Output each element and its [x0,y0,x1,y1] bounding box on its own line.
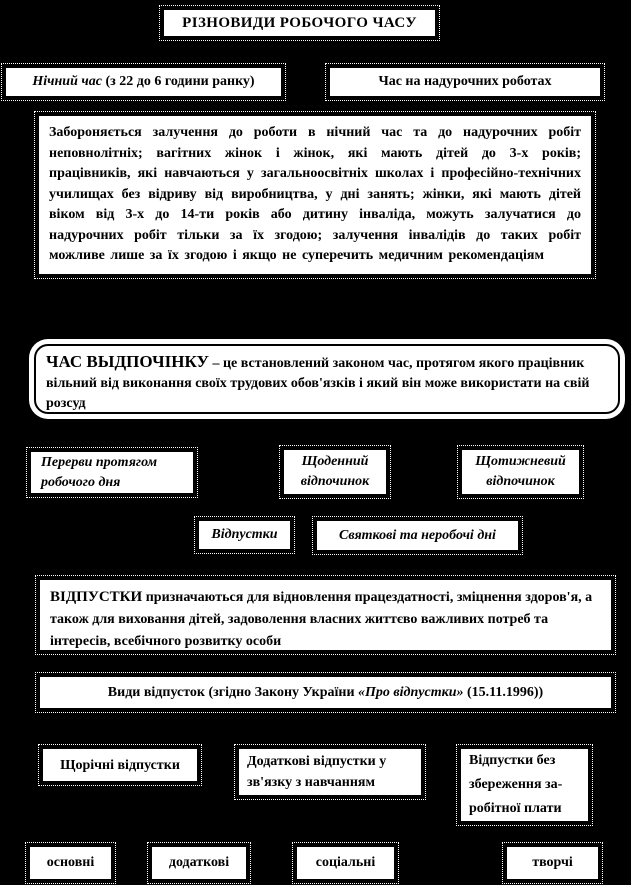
weekly-rest-label: Щотижневий відпочинок [475,454,566,489]
weekly-rest-box [460,448,581,496]
daily-rest-box [282,448,388,496]
basic-vacations-label: основні [46,855,95,870]
overtime-box [328,66,602,98]
social-vacations-label: соціальні [315,855,376,870]
vacation-kinds-law-box [38,675,613,710]
vacations-definition-box [38,578,613,652]
rest-time-heading: ЧАС ВЫДПОЧІНКУ [46,352,209,371]
annual-vacations-box [41,747,199,783]
unpaid-vacations-box [459,747,590,823]
holidays-label: Святкові та неробочі дні [339,527,496,543]
creative-vacations-box [505,845,600,881]
unpaid-vacations-label: Відпустки без збереження за-робітної плати [469,753,563,816]
breaks-during-day-label: Перерви протягом робочого дня [41,454,158,490]
annual-vacations-label: Щорічні відпустки [60,757,180,773]
daily-rest-label: Щоденний відпочинок [300,454,370,489]
overtime-label: Час на надурочних роботах [378,74,552,89]
prohibition-text: Забороняється залучення до роботи в нічний час та до надурочних робіт неповнолітніх; вагітних жінок і жінок, які мають дітей до 3-х років; працівників, які навчаються у загальноосвітніх школах і професійно-технічних училищах без відриву від виробництва, у дні занять; жінки, які мають дітей віком від 3-х до 14-ти років або дитину інваліда, можуть залучатися до надурочних робіт тільки за їх згодою; залучення інвалідів до таких робіт можливе лише за їх згодою і якщо не суперечить медичним рекомендаціям [49,125,581,263]
vacation-kinds-law-label: Види відпусток (згідно Закону України «Про відпустки» (15.11.1996)) [107,684,544,700]
rest-time-definition-box [34,344,620,414]
night-time-box [4,66,283,98]
basic-vacations-box [28,845,113,881]
title-box [162,8,437,38]
additional-vacations-box [150,845,248,881]
creative-vacations-label: творчі [532,855,573,870]
rest-time-definition: – це встановлений законом час, протягом якого працівник вільний від виконання своїх трудових обов'язків і який він може використати на свій розсуд [46,356,590,411]
study-vacations-label: Додаткові відпустки у зв'язку з навчанням [247,754,387,790]
social-vacations-box [295,845,396,881]
night-time-label: Нічний час (з 22 до 6 години ранку) [32,74,255,89]
page-title: РІЗНОВИДИ РОБОЧОГО ЧАСУ [182,14,417,31]
vacations-purpose: призначаються для відновлення працездатності, зміцнення здоров'я, а також для виховання дітей, задоволення власних життєво важливих потреб та інтересів, всебічного розвитку особи [50,590,593,649]
breaks-during-day-box [29,450,195,495]
night-overtime-rules-box [37,114,593,276]
vacations-box [197,519,292,551]
study-vacations-box [237,747,423,797]
vacations-label: Відпустки [211,527,278,542]
holidays-box [315,519,520,552]
vacations-heading: ВІДПУСТКИ [50,589,143,605]
additional-vacations-label: додаткові [168,855,230,870]
